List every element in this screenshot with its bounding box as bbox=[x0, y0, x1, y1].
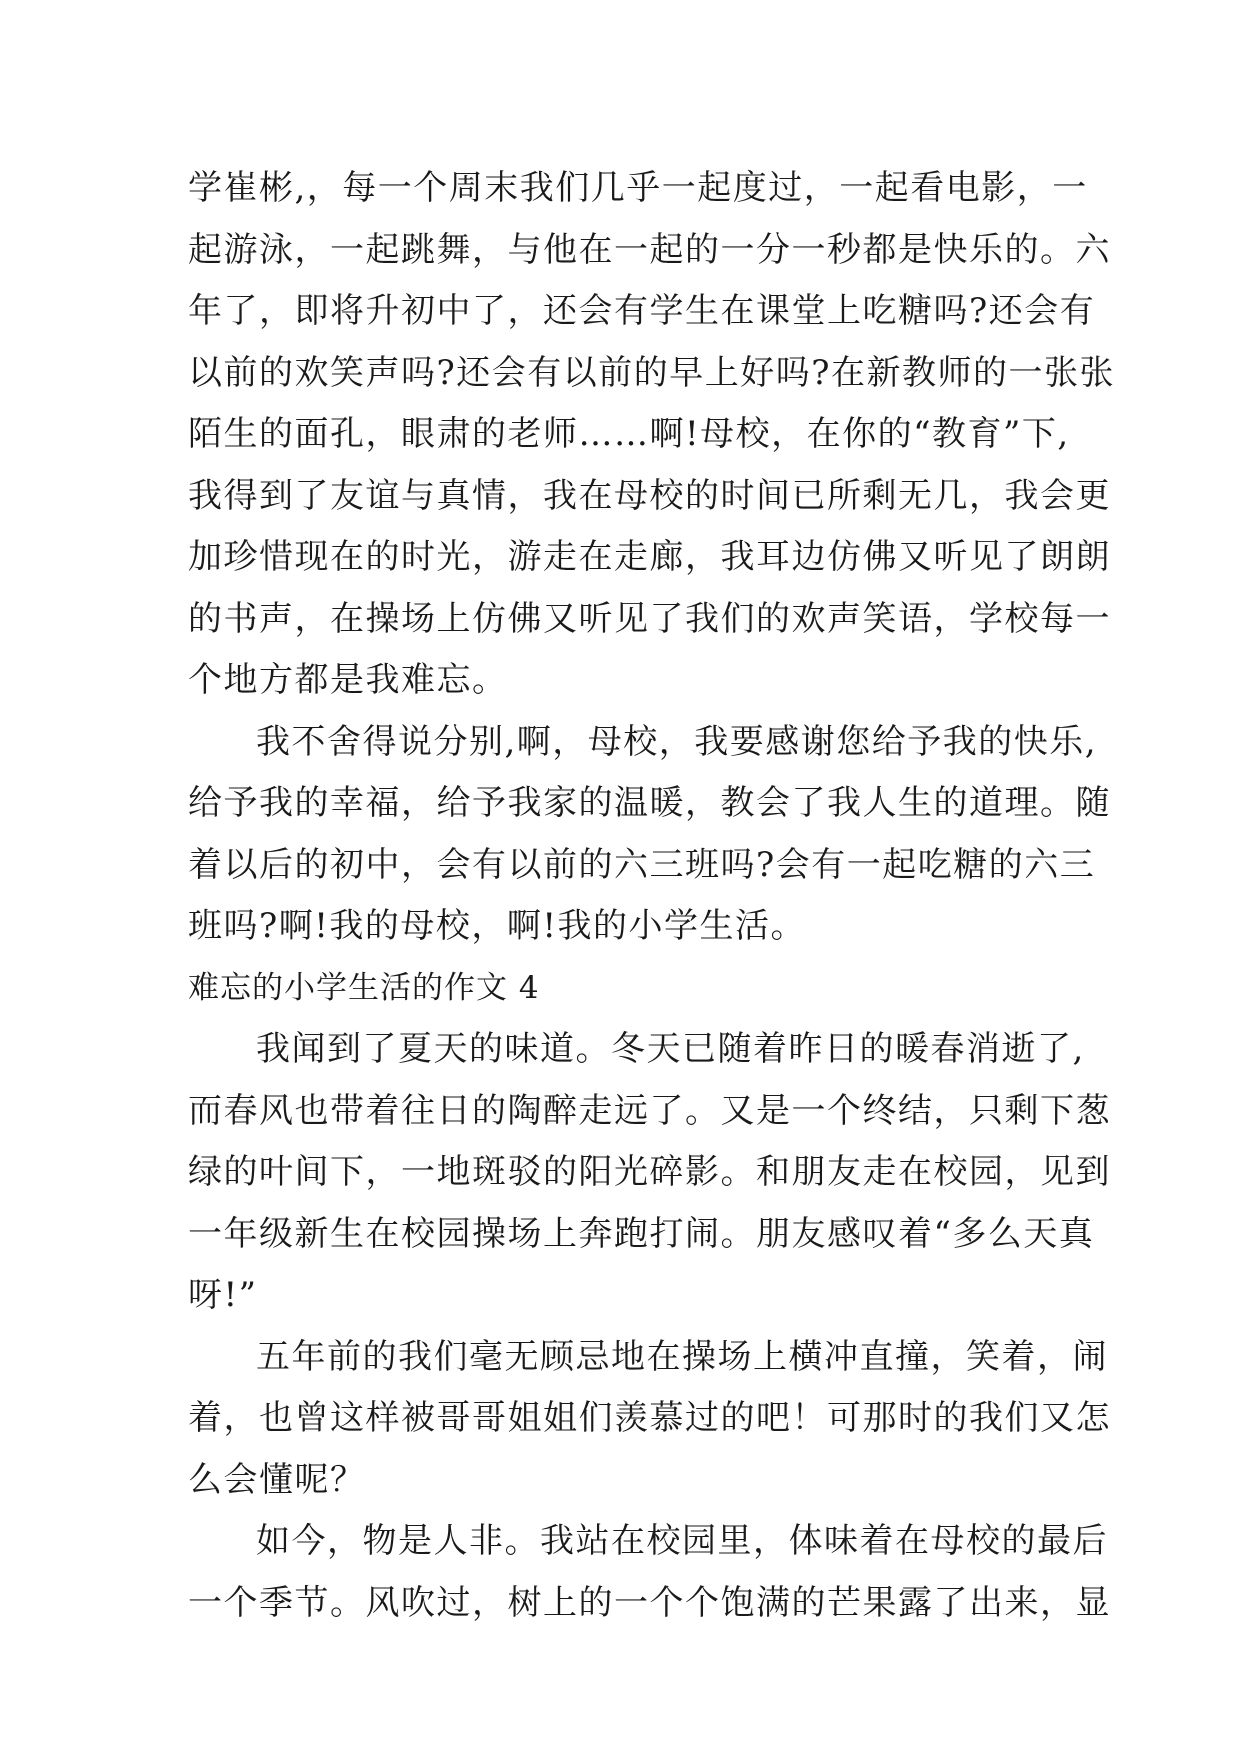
text-line: 绿的叶间下，一地斑驳的阳光碎影。和朋友走在校园，见到 bbox=[188, 1152, 1111, 1192]
document-page bbox=[188, 158, 1115, 1634]
text-line: 我得到了友谊与真情，我在母校的时间已所剩无几，我会更 bbox=[188, 475, 1111, 516]
text-line: 加珍惜现在的时光，游走在走廊，我耳边仿佛又听见了朗朗 bbox=[188, 537, 1111, 577]
text-line: 我闻到了夏天的味道。冬天已随着昨日的暖春消逝了, bbox=[256, 1029, 1085, 1069]
section-heading bbox=[188, 958, 1068, 1020]
text-line: 的书声，在操场上仿佛又听见了我们的欢声笑语，学校每一 bbox=[188, 598, 1111, 639]
paragraph bbox=[188, 158, 1115, 712]
text-line: 我不舍得说分别,啊，母校，我要感谢您给予我的快乐, bbox=[256, 721, 1098, 762]
text-line: 个地方都是我难忘。 bbox=[188, 660, 508, 700]
paragraph bbox=[188, 1511, 1111, 1634]
text-line: 班吗?啊!我的母校，啊!我的小学生活。 bbox=[188, 906, 807, 946]
paragraph bbox=[188, 1019, 1111, 1327]
text-line: 一年级新生在校园操场上奔跑打闹。朋友感叹着“多么天真 bbox=[188, 1213, 1095, 1254]
text-line: 如今，物是人非。我站在校园里，体味着在母校的最后 bbox=[256, 1521, 1108, 1561]
text-line: 五年前的我们毫无顾忌地在操场上横冲直撞，笑着，闹 bbox=[256, 1336, 1108, 1377]
text-line: 着以后的初中，会有以前的六三班吗?会有一起吃糖的六三 bbox=[188, 844, 1096, 885]
paragraph bbox=[188, 1327, 1111, 1512]
text-line: 起游泳，一起跳舞，与他在一起的一分一秒都是快乐的。六 bbox=[188, 229, 1111, 270]
text-line: 着，也曾这样被哥哥姐姐们羡慕过的吧！可那时的我们又怎 bbox=[188, 1398, 1111, 1438]
text-line: 么会懂呢？ bbox=[188, 1459, 366, 1500]
heading-line: 难忘的小学生活的作文 4 bbox=[188, 969, 540, 1006]
text-line: 呀!” bbox=[188, 1275, 258, 1315]
paragraph bbox=[188, 712, 1111, 958]
text-line: 陌生的面孔，眼肃的老师……啊!母校，在你的“教育”下, bbox=[188, 414, 1070, 454]
text-line: 以前的欢笑声吗?还会有以前的早上好吗?在新教师的一张张 bbox=[188, 352, 1115, 393]
text-line: 给予我的幸福，给予我家的温暖，教会了我人生的道理。随 bbox=[188, 783, 1111, 823]
text-line: 年了，即将升初中了，还会有学生在课堂上吃糖吗?还会有 bbox=[188, 291, 1096, 331]
text-line: 一个季节。风吹过，树上的一个个饱满的芒果露了出来，显 bbox=[188, 1582, 1111, 1623]
text-line: 学崔彬,，每一个周末我们几乎一起度过，一起看电影，一 bbox=[188, 168, 1088, 208]
text-line: 而春风也带着往日的陶醉走远了。又是一个终结，只剩下葱 bbox=[188, 1090, 1111, 1131]
